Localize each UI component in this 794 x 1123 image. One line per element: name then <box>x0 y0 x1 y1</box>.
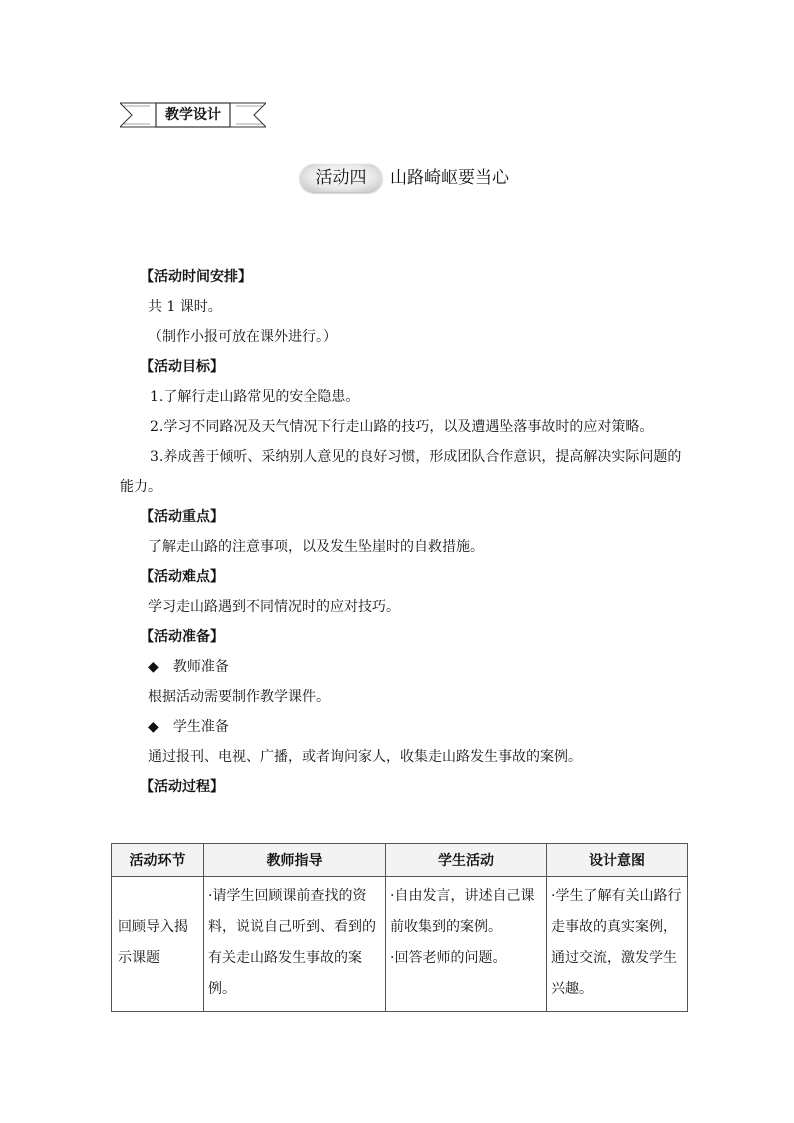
teacher-prep-text: 根据活动需要制作教学课件。 <box>148 689 330 705</box>
column-header: 学生活动 <box>386 844 547 877</box>
key-points-heading: 【活动重点】 <box>140 509 224 525</box>
title-activity-number: 活动四 <box>315 168 367 188</box>
section-banner <box>120 100 266 132</box>
goal-item: 3.养成善于倾听、采纳别人意见的良好习惯，形成团队合作意识，提高解决实际问题的能力。 <box>120 449 682 495</box>
table-row <box>112 877 688 1012</box>
column-header: 教师指导 <box>204 844 386 877</box>
teacher-prep-item <box>120 652 685 682</box>
goal-item: 2.学习不同路况及天气情况下行走山路的技巧，以及遭遇坠落事故时的应对策略。 <box>150 419 654 435</box>
column-header: 活动环节 <box>112 844 204 877</box>
teacher-prep-label: 教师准备 <box>172 659 229 675</box>
difficulties-heading: 【活动难点】 <box>140 569 224 585</box>
design-intent-cell: ·学生了解有关山路行走事故的真实案例，通过交流，激发学生兴趣。 <box>547 877 688 1012</box>
title-activity-name: 山路崎岖要当心 <box>390 168 509 188</box>
banner-label: 教学设计 <box>165 107 221 123</box>
student-prep-item <box>120 712 685 742</box>
preparation-heading: 【活动准备】 <box>140 629 224 645</box>
process-heading: 【活动过程】 <box>140 779 224 795</box>
stage-cell: 回顾导入揭示课题 <box>112 877 204 1012</box>
difficulties-text: 学习走山路遇到不同情况时的应对技巧。 <box>148 599 400 615</box>
student-prep-text: 通过报刊、电视、广播，或者询问家人，收集走山路发生事故的案例。 <box>148 749 582 765</box>
student-prep-label: 学生准备 <box>172 719 229 735</box>
column-header: 设计意图 <box>547 844 688 877</box>
student-activity-cell <box>386 877 547 1012</box>
student-activity-item: ·自由发言，讲述自己课前收集到的案例。 <box>390 888 535 935</box>
table-header-row <box>112 844 688 877</box>
student-activity-item: ·回答老师的问题。 <box>390 950 507 966</box>
goals-heading: 【活动目标】 <box>140 359 224 375</box>
schedule-line: （制作小报可放在课外进行。） <box>148 329 337 345</box>
schedule-line: 共 1 课时。 <box>148 299 222 315</box>
document-body <box>120 262 685 802</box>
teacher-guidance-cell: ·请学生回顾课前查找的资料，说说自己听到、看到的有关走山路发生事故的案例。 <box>204 877 386 1012</box>
schedule-heading: 【活动时间安排】 <box>140 269 252 285</box>
diamond-bullet-icon: ◆ <box>148 659 159 675</box>
goal-item: 1.了解行走山路常见的安全隐患。 <box>150 389 360 405</box>
activity-process-table <box>111 843 688 1012</box>
key-points-text: 了解走山路的注意事项，以及发生坠崖时的自救措施。 <box>148 539 484 555</box>
diamond-bullet-icon: ◆ <box>148 719 159 735</box>
